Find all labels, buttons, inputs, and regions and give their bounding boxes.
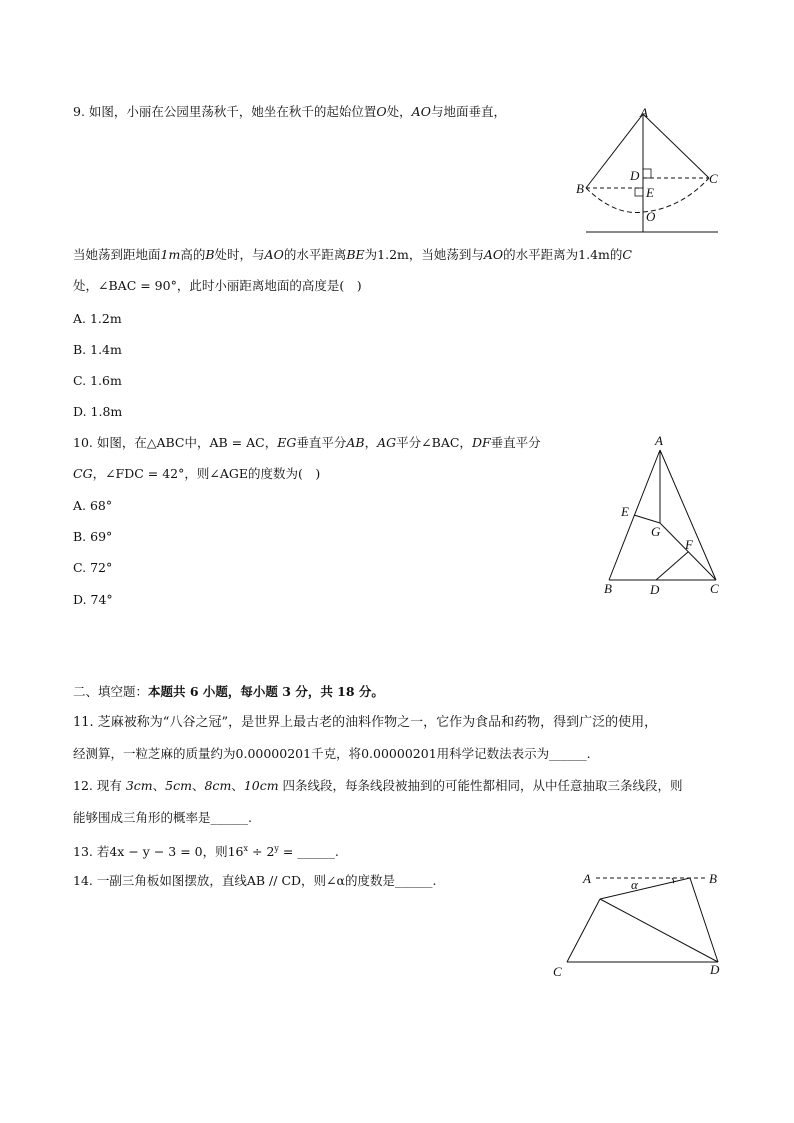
q12-line-1: 12. 现有 3cm、5cm、8cm、10cm 四条线段，每条线段被抽到的可能性都相同，从中任意抽取三条线段，则 (73, 778, 683, 793)
q9-swing-figure (570, 104, 730, 239)
label-O: O (646, 209, 656, 224)
q10-triangle-figure (598, 430, 728, 600)
label-B: B (576, 181, 584, 196)
q11-line-1: 11. 芝麻被称为“八谷之冠”，是世界上最古老的油料作物之一，它作为食品和药物，得到广泛的使用， (73, 715, 658, 730)
q10-option-b[interactable]: B. 69° (73, 529, 113, 544)
side-PC (567, 899, 600, 962)
right-angle-D (643, 169, 651, 178)
q9-option-a[interactable]: A. 1.2m (73, 311, 122, 326)
label-C: C (709, 171, 718, 186)
q9-line-2: 当她荡到距地面1m高的B处时，与AO的水平距离BE为1.2m，当她荡到与AO的水平距离为1.4m的C (73, 247, 632, 262)
label-A: A (583, 871, 591, 886)
q10-option-c[interactable]: C. 72° (73, 560, 113, 575)
q10-line-1: 10. 如图，在△ABC中，AB = AC，EG垂直平分AB，AG平分∠BAC，DF垂直平分 (73, 435, 541, 450)
q10-option-d[interactable]: D. 74° (73, 592, 113, 607)
label-C: C (710, 581, 719, 596)
right-angle-E (635, 188, 643, 196)
label-D: D (650, 582, 660, 597)
q9-line-1: 9. 如图，小丽在公园里荡秋千，她坐在秋千的起始位置O处，AO与地面垂直， (73, 104, 506, 119)
label-D: D (630, 168, 640, 183)
label-E: E (621, 504, 629, 519)
q14-set-squares-figure (550, 866, 730, 981)
q11-line-2: 经测算，一粒芝麻的质量约为0.00000201千克，将0.00000201用科学记数法表示为______. (73, 746, 591, 761)
label-G: G (651, 524, 661, 539)
line-AC (643, 114, 709, 178)
q12-line-2: 能够围成三角形的概率是______. (73, 810, 252, 825)
segment-EG (634, 515, 660, 523)
label-A: A (655, 433, 663, 448)
q9-option-b[interactable]: B. 1.4m (73, 342, 122, 357)
q9-option-c[interactable]: C. 1.6m (73, 373, 122, 388)
section-2-heading: 二、填空题：本题共 6 小题，每小题 3 分，共 18 分。 (73, 684, 384, 699)
q14-line: 14. 一副三角板如图摆放，直线AB // CD，则∠α的度数是______. (73, 873, 437, 888)
label-D: D (710, 962, 720, 977)
label-B: B (604, 581, 612, 596)
q9-option-d[interactable]: D. 1.8m (73, 404, 123, 419)
label-E: E (646, 185, 654, 200)
q9-line-3: 处，∠BAC = 90°，此时小丽距离地面的高度是( ) (73, 278, 362, 293)
label-C: C (553, 964, 562, 979)
q13-line: 13. 若4x − y − 3 = 0，则$16^x \div 2^y$ = ______. (73, 844, 339, 860)
q10-option-a[interactable]: A. 68° (73, 498, 113, 513)
label-F: F (685, 537, 693, 552)
segment-DF (656, 552, 688, 580)
label-alpha: α (631, 877, 638, 892)
label-A: A (640, 105, 648, 120)
label-B: B (709, 871, 717, 886)
side-PQ (600, 878, 690, 899)
side-AC (660, 450, 716, 580)
q10-line-2: CG，∠FDC = 42°，则∠AGE的度数为( ) (73, 466, 321, 481)
